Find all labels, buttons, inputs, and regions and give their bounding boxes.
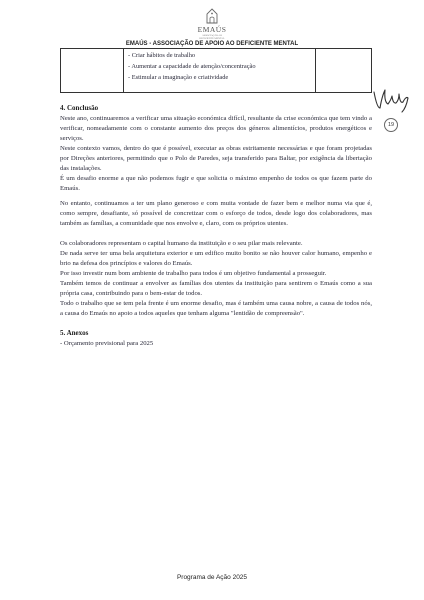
paragraph: É um desafio enorme a que não podemos fugir e que solicita o máximo empenho de todos os que fazem parte do Emaús. [60, 175, 372, 192]
house-logo-icon [205, 8, 219, 25]
paragraph: De nada serve ter uma bela arquitetura exterior e um edifico muito bonito se não houver calor humano, empenho e brio na defesa dos princípios e valores do Emaús. [60, 250, 372, 267]
objectives-list [128, 50, 256, 83]
organization-header: EMAÚS - ASSOCIAÇÃO DE APOIO AO DEFICIENTE MENTAL [125, 41, 299, 47]
paragraph: Por isso investir num bom ambiente de trabalho para todos é um objetivo fundamental a prosseguir. [60, 270, 327, 277]
section-title-annexes: 5. Anexos [60, 329, 89, 337]
emaus-logo [196, 8, 228, 40]
paragraph: Neste contexto vamos, dentro do que é possível, executar as obras estritamente necessárias e que foram projetadas por Direções anteriores, permitindo que o Polo de Paredes, seja transferido para Baltar, por exigência da libertação das instalações. [60, 145, 372, 172]
paragraph: Neste ano, continuaremos a verificar uma situação económica difícil, resultante da crise económica que tem vindo a verificar, nomeadamente com o constante aumento dos preços dos géneros alimentícios, produtos energéticos e serviços. [60, 115, 372, 142]
paragraph: No entanto, continuamos a ter um plano generoso e com muita vontade de fazer bem e melhor numa via que é, como sempre, desafiante, só possível de concretizar com o esforço de todos, desde logo dos colaboradores, mas também as famílias, a comunidade que nos envolve e, claro, com os próprios utentes. [60, 200, 372, 227]
table-column-divider [315, 49, 316, 92]
section-title-conclusion: 4. Conclusão [60, 104, 99, 112]
list-item: - Aumentar a capacidade de atenção/concentração [128, 63, 256, 70]
page-footer: Programa de Ação 2025 [176, 574, 248, 581]
table-column-divider [123, 49, 124, 92]
paragraph: Também temos de continuar a envolver as famílias dos utentes da instituição para sentirem o Emaús como a sua própria casa, contribuindo para o bem-estar de todos. [60, 280, 372, 297]
annex-item: - Orçamento previsional para 2025 [60, 340, 154, 347]
paragraph: Os colaboradores representam o capital humano da instituição e o seu pilar mais relevante. [60, 240, 303, 247]
document-body [60, 104, 372, 349]
paragraph: Todo o trabalho que se tem pela frente é um enorme desafio, mas é também uma causa nobre, a causa de todos nós, a causa do Emaús no apoio a todos aqueles que tenham alguma "lentidão de compreensão". [60, 300, 372, 317]
logo-subtitle: ASSOCIAÇÃO AO DEFICIENTE MENTAL [199, 34, 225, 40]
objectives-table [60, 48, 372, 93]
logo-name: EMAÚS [197, 25, 227, 34]
list-item: - Estimular a imaginação e criatividade [128, 74, 229, 81]
handwritten-signature [372, 86, 412, 119]
list-item: - Criar hábitos de trabalho [128, 52, 196, 59]
page-number: 19 [384, 118, 398, 132]
